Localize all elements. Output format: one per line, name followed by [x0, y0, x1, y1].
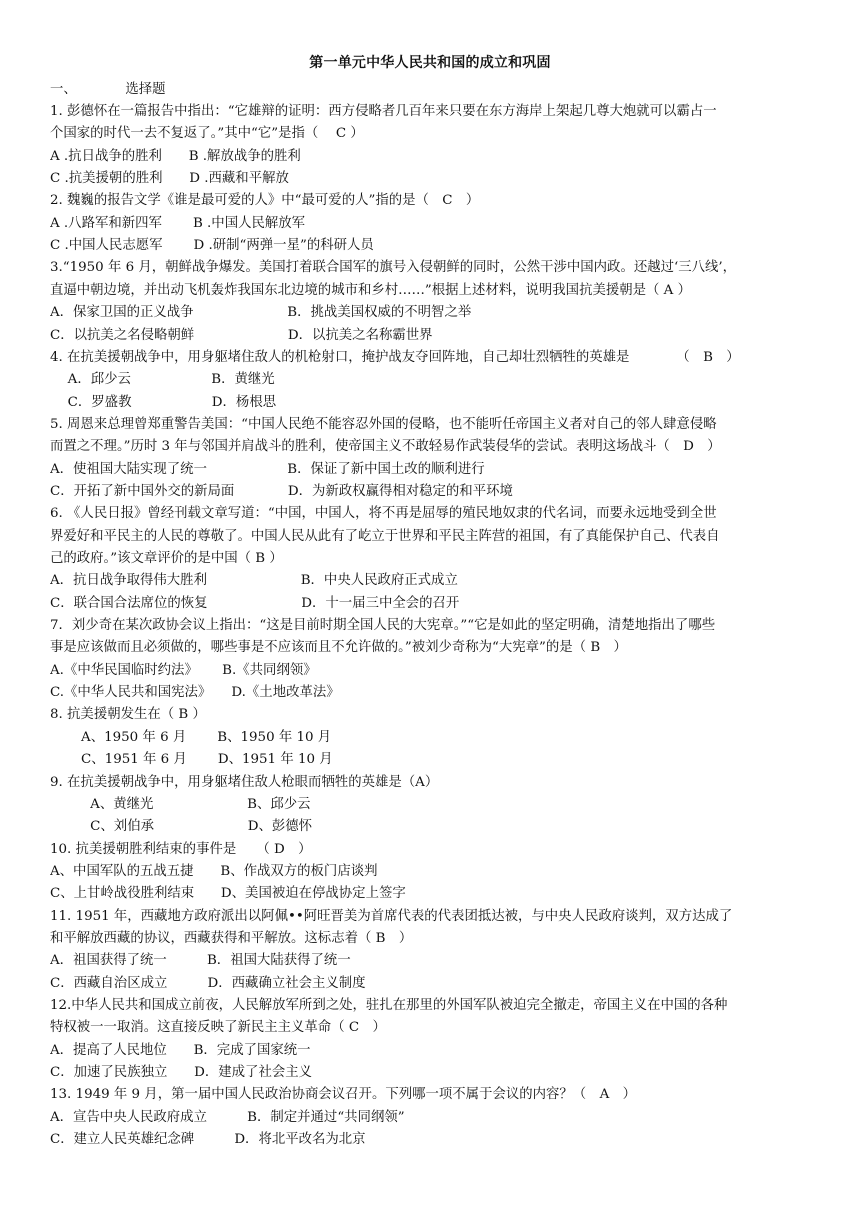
text-line: 己的政府。”该文章评价的是中国（ B ） — [50, 551, 283, 566]
text-line: 7．刘少奇在某次政协会议上指出：“这是目前时期全国人民的大宪章。”“它是如此的坚定明确，清楚地指出了哪些 — [50, 618, 716, 634]
page-title: 第一单元中华人民共和国的成立和巩固 — [309, 55, 551, 71]
text-line: 5. 周恩来总理曾郑重警告美国：“中国人民绝不能容忍外国的侵略，也不能听任帝国主义者对自己的邻人肆意侵略 — [50, 416, 717, 432]
text-line: 11. 1951 年，西藏地方政府派出以阿佩••阿旺晋美为首席代表的代表团抵达被，与中央人民政府谈判，双方达成了 — [50, 908, 733, 924]
text-line: C．罗盛教 D．杨根思 — [50, 394, 277, 410]
text-line: 6. 《人民日报》曾经刊载文章写道：“中国，中国人，将不再是屈辱的殖民地奴隶的代名词，而要永远地受到全世 — [50, 506, 717, 522]
text-line: A .八路军和新四军 B .中国人民解放军 — [50, 215, 306, 231]
text-line: 13. 1949 年 9 月，第一届中国人民政治协商会议召开。下列哪一项不属于会议的内容？（ A ） — [50, 1087, 637, 1103]
text-line: A、黄继光 B、邱少云 — [50, 796, 311, 812]
text-line: A、中国军队的五战五捷 B、作战双方的板门店谈判 — [50, 863, 378, 879]
text-line: A.《中华民国临时约法》 B.《共同纲领》 — [50, 662, 317, 678]
section-number: 一、 — [50, 82, 77, 97]
text-line: 事是应该做而且必须做的，哪些事是不应该而且不允许做的。”被刘少奇称为“大宪章”的是（ B ） — [50, 640, 627, 656]
text-line: 10. 抗美援朝胜利结束的事件是 （ D ） — [50, 841, 312, 857]
text-line: A .抗日战争的胜利 B .解放战争的胜利 — [50, 148, 301, 164]
text-line: 1. 彭德怀在一篇报告中指出：“它雄辩的证明：西方侵略者几百年来只要在东方海岸上架起几尊大炮就可以霸占一 — [50, 104, 717, 119]
text-line: 特权被一一取消。这直接反映了新民主主义革命（ C ） — [50, 1020, 386, 1036]
text-line: C．联合国合法席位的恢复 D．十一届三中全会的召开 — [50, 595, 460, 611]
text-line: C．西藏自治区成立 D．西藏确立社会主义制度 — [50, 975, 366, 991]
section-heading — [50, 79, 165, 101]
text-line: A．提高了人民地位 B．完成了国家统一 — [50, 1042, 311, 1058]
text-line: C、上甘岭战役胜利结束 D、美国被迫在停战协定上签字 — [50, 886, 406, 902]
text-line: C、1951 年 6 月 D、1951 年 10 月 — [50, 752, 333, 768]
text-line: A．抗日战争取得伟大胜利 B．中央人民政府正式成立 — [50, 573, 458, 589]
text-line: 2. 魏巍的报告文学《谁是最可爱的人》中“最可爱的人”指的是（ C ） — [50, 193, 480, 209]
text-line: C．开拓了新中国外交的新局面 D．为新政权赢得相对稳定的和平环境 — [50, 483, 513, 499]
text-line: A．宣告中央人民政府成立 B．制定并通过“共同纲领” — [50, 1109, 405, 1125]
text-line: A、1950 年 6 月 B、1950 年 10 月 — [50, 729, 332, 745]
text-line: 界爱好和平民主的人民的尊敬了。中国人民从此有了屹立于世界和平民主阵营的祖国，有了真能保护自己、代表自 — [50, 528, 720, 544]
text-line: C .中国人民志愿军 D .研制“两弹一星”的科研人员 — [50, 238, 374, 254]
text-line: 9. 在抗美援朝战争中，用身躯堵住敌人枪眼而牺牲的英雄是（A） — [50, 774, 439, 790]
text-line: C .抗美援朝的胜利 D .西藏和平解放 — [50, 171, 289, 187]
text-line: A．使祖国大陆实现了统一 B．保证了新中国土改的顺利进行 — [50, 461, 485, 477]
text-line: C．建立人民英雄纪念碑 D．将北平改名为北京 — [50, 1132, 366, 1148]
text-line: C．加速了民族独立 D．建成了社会主义 — [50, 1065, 313, 1081]
text-line: A．祖国获得了统一 B．祖国大陆获得了统一 — [50, 953, 351, 969]
text-line: A．邱少云 B．黄继光 — [50, 372, 275, 388]
text-line: 而置之不理。”历时 3 年与邻国并肩战斗的胜利，使帝国主义不敢轻易作武装侵华的尝试。表明这场战斗（ D ） — [50, 439, 721, 455]
section-label: 选择题 — [125, 82, 166, 97]
text-line: 和平解放西藏的协议，西藏获得和平解放。这标志着（ B ） — [50, 930, 413, 946]
text-line: 12.中华人民共和国成立前夜，人民解放军所到之处，驻扎在那里的外国军队被迫完全撤走，帝国主义在中国的各种 — [50, 998, 728, 1013]
text-line: C.《中华人民共和国宪法》 D.《土地改革法》 — [50, 685, 340, 701]
text-line: 个国家的时代一去不复返了。”其中“它”是指（ C ） — [50, 126, 364, 142]
text-line: C．以抗美之名侵略朝鲜 D．以抗美之名称霸世界 — [50, 327, 433, 343]
text-line: 4. 在抗美援朝战争中，用身躯堵住敌人的机枪射口，掩护战友夺回阵地，自己却壮烈牺牲的英雄是 （ B ） — [50, 349, 740, 365]
text-line: A．保家卫国的正义战争 B．挑战美国权威的不明智之举 — [50, 305, 472, 321]
text-line: 8. 抗美援朝发生在（ B ） — [50, 707, 206, 723]
text-line: 3.“1950 年 6 月，朝鲜战争爆发。美国打着联合国军的旗号入侵朝鲜的同时，公然干涉中国内政。还越过‘三八线’， — [50, 260, 737, 276]
text-line: C、刘伯承 D、彭德怀 — [50, 819, 313, 835]
text-line: 直逼中朝边境，并出动飞机轰炸我国东北边境的城市和乡村……”根据上述材料，说明我国抗美援朝是（ A ） — [50, 282, 691, 298]
